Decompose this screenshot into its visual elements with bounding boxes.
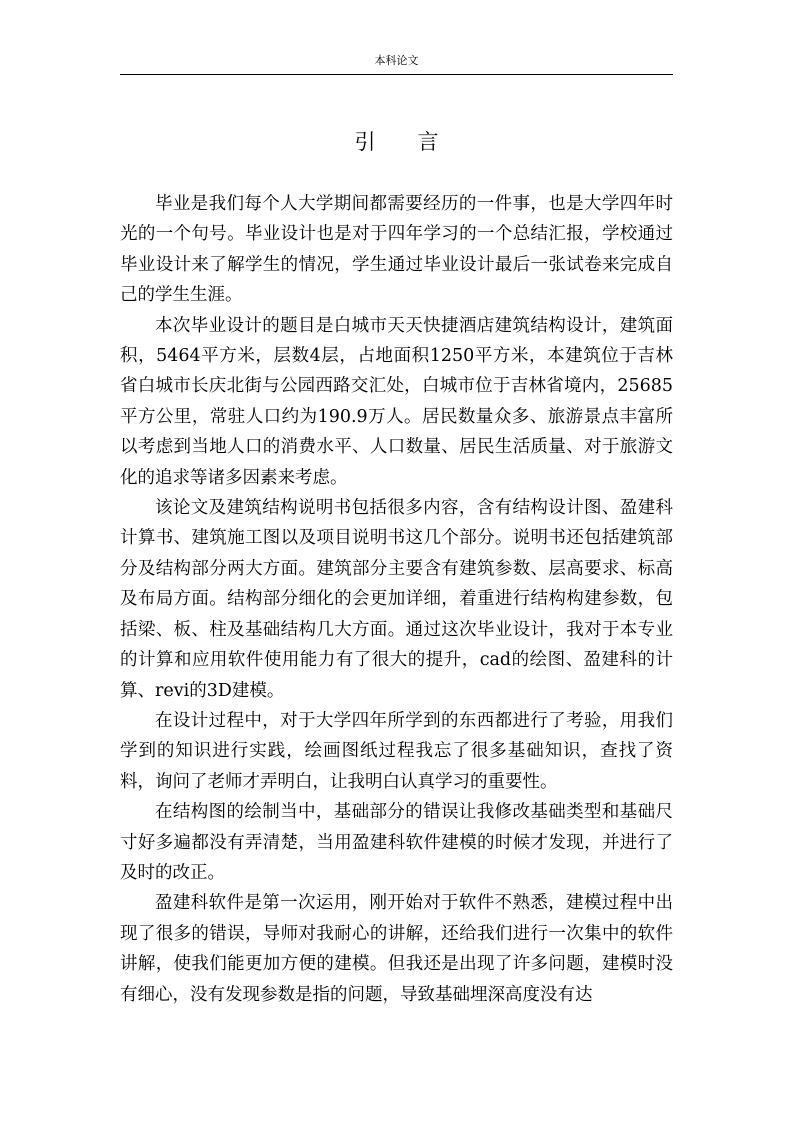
header-text: 本科论文 (374, 54, 419, 67)
paragraph-3: 该论文及建筑结构说明书包括很多内容，含有结构设计图、盈建科计算书、建筑施工图以及项目说明书这几个部分。说明书还包括建筑部分及结构部分两大方面。建筑部分主要含有建筑参数、层高要求、标高及布局方面。结构部分细化的会更加详细，着重进行结构构建参数，包括梁、板、柱及基础结构几大方面。通过这次毕业设计，我对于本专业的计算和应用软件使用能力有了很大的提升，cad的绘图、盈建科的计算、revi的3D建模。 (120, 498, 673, 701)
section-title: 引言 (354, 130, 481, 154)
paragraph-2: 本次毕业设计的题目是白城市天天快捷酒店建筑结构设计，建筑面积，5464平方米，层数4层，占地面积1250平方米，本建筑位于吉林省白城市长庆北街与公园西路交汇处，白城市位于吉林省境内，25685平方公里，常驻人口约为190.9万人。居民数量众多、旅游景点丰富所以考虑到当地人口的消费水平、人口数量、居民生活质量、对于旅游文化的追求等诸多因素来考虑。 (120, 315, 673, 488)
paragraph-6: 盈建科软件是第一次运用，刚开始对于软件不熟悉，建模过程中出现了很多的错误，导师对我耐心的讲解，还给我们进行一次集中的软件讲解，使我们能更加方便的建模。但我还是出现了许多问题，建模时没有细心，没有发现参数是指的问题，导致基础埋深高度没有达 (120, 893, 673, 1005)
body-text (120, 189, 673, 1010)
paragraph-4: 在设计过程中，对于大学四年所学到的东西都进行了考验，用我们学到的知识进行实践，绘画图纸过程我忘了很多基础知识，查找了资料，询问了老师才弄明白，让我明白认真学习的重要性。 (120, 710, 673, 792)
paragraph-1: 毕业是我们每个人大学期间都需要经历的一件事，也是大学四年时光的一个句号。毕业设计也是对于四年学习的一个总结汇报，学校通过毕业设计来了解学生的情况，学生通过毕业设计最后一张试卷来完成自己的学生生涯。 (120, 194, 673, 306)
paragraph-5: 在结构图的绘制当中，基础部分的错误让我修改基础类型和基础尺寸好多遍都没有弄清楚，当用盈建科软件建模的时候才发现，并进行了及时的改正。 (120, 802, 673, 883)
page-header (120, 52, 673, 75)
